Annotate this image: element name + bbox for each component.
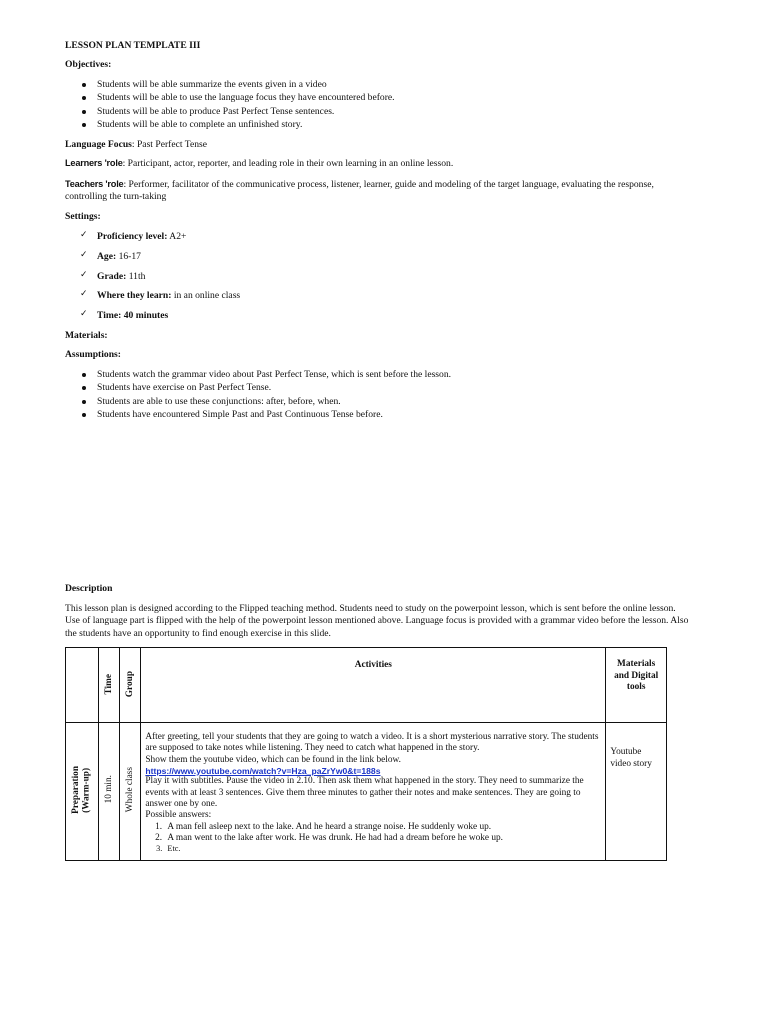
bullet-icon [82, 83, 86, 87]
teachers-role-value: : Performer, facilitator of the communicative process, listener, learner, guide and modeling of the target language, evaluating the response, controlling the turn-taking [65, 179, 654, 203]
activity-paragraph: Show them the youtube video, which can be found in the link below. [145, 754, 401, 765]
language-focus-label: Language Focus [65, 139, 132, 150]
list-item: ✓ Grade: 11th [80, 269, 146, 282]
group-cell [120, 723, 141, 861]
list-item: Students have exercise on Past Perfect Tense. [65, 382, 451, 395]
list-item: ✓ Where they learn: in an online class [80, 289, 241, 302]
activity-paragraph: After greeting, tell your students that they are going to watch a video. It is a short mysterious narrative story. The students are supposed to take notes while listening. They need to catch what happened in the story. [145, 732, 599, 754]
table-row [66, 723, 667, 861]
bullet-icon [82, 110, 86, 114]
possible-answers-label: Possible answers: [145, 810, 212, 821]
header-cell-activities [141, 648, 606, 723]
bullet-icon [82, 123, 86, 127]
teachers-role [65, 179, 695, 204]
list-item: Students will be able summarize the events given in a video [65, 79, 395, 92]
learners-role-label: Learners 'role [65, 158, 123, 168]
header-cell-group [120, 648, 141, 723]
checkmark-icon: ✓ [80, 289, 88, 300]
list-item: Students are able to use these conjunctions: after, before, when. [65, 396, 451, 409]
activities-cell [141, 723, 606, 861]
group-value: Whole class [125, 766, 136, 813]
language-focus [65, 139, 207, 151]
assumptions-list [65, 369, 451, 422]
list-item: ✓ Time: 40 minutes [80, 309, 169, 322]
stage-cell [66, 723, 99, 861]
objectives-list [65, 79, 395, 132]
list-item: Students have encountered Simple Past and Past Continuous Tense before. [65, 409, 451, 422]
learners-role [65, 158, 453, 170]
list-item: Students will be able to use the language focus they have encountered before. [65, 92, 395, 105]
header-group: Group [125, 670, 136, 698]
time-cell [98, 723, 119, 861]
bullet-icon [82, 386, 86, 390]
list-item: 2. A man went to the lake after work. He was drunk. He had had a dream before he woke up. [164, 833, 601, 844]
list-item: Students will be able to complete an unfinished story. [65, 119, 395, 132]
checkmark-icon: ✓ [80, 230, 88, 240]
checkmark-icon: ✓ [80, 309, 88, 320]
settings-list [65, 231, 240, 330]
learners-role-value: : Participant, actor, reporter, and leading role in their own learning in an online lesson. [122, 158, 454, 169]
settings-heading: Settings: [65, 211, 101, 222]
lesson-table [65, 647, 667, 861]
possible-answers-list [145, 822, 601, 855]
list-item: 3. Etc. [164, 844, 601, 854]
list-item: ✓ Age: 16-17 [80, 249, 141, 262]
language-focus-value: : Past Perfect Tense [131, 139, 207, 150]
materials-heading: Materials: [65, 330, 108, 341]
header-cell-materials [606, 648, 667, 723]
bullet-icon [82, 373, 86, 377]
header-activities: Activities [354, 660, 392, 670]
materials-cell [606, 723, 667, 861]
header-cell-stage [66, 648, 99, 723]
description-heading: Description [65, 583, 113, 594]
list-item: 1. A man fell asleep next to the lake. And he heard a strange noise. He suddenly woke up. [164, 822, 601, 833]
list-item: Students will be able to produce Past Perfect Tense sentences. [65, 106, 395, 119]
description-text: This lesson plan is designed according to the Flipped teaching method. Students need to study on the powerpoint lesson, which is sent before the online lesson. Use of language part is flipped with the help of the powerpoint lesson mentioned above. Language focus is provided with a grammar video before the lesson. Also the students have an opportunity to find enough exercise in this slide. [65, 603, 689, 639]
stage-label: Preparation (Warm-up) [71, 765, 92, 814]
checkmark-icon: ✓ [80, 269, 88, 280]
bullet-icon [82, 96, 86, 100]
bullet-icon [82, 400, 86, 404]
document-title: LESSON PLAN TEMPLATE III [65, 40, 201, 51]
header-materials: Materials and Digital tools [614, 659, 659, 693]
time-value: 10 min. [104, 775, 115, 804]
checkmark-icon: ✓ [80, 249, 88, 260]
materials-value: Youtube video story [610, 747, 652, 770]
list-item: Students watch the grammar video about Past Perfect Tense, which is sent before the lesson. [65, 369, 451, 382]
bullet-icon [82, 413, 86, 417]
activity-paragraph: Play it with subtitles. Pause the video in 2.10. Then ask them what happened in the story. They need to summarize the events with at least 3 sentences. Give them three minutes to gather their notes and make sentences. They are going to answer one by one. [145, 776, 584, 810]
header-time: Time [104, 673, 115, 695]
objectives-heading: Objectives: [65, 59, 112, 70]
header-cell-time [98, 648, 119, 723]
assumptions-heading: Assumptions: [65, 349, 121, 360]
youtube-link[interactable]: https://www.youtube.com/watch?v=Hza_paZrYw0&t=188s [145, 765, 381, 776]
list-item: ✓ Proficiency level: A2+ [80, 230, 187, 242]
teachers-role-label: Teachers 'role [65, 179, 124, 189]
table-header-row [66, 648, 667, 723]
